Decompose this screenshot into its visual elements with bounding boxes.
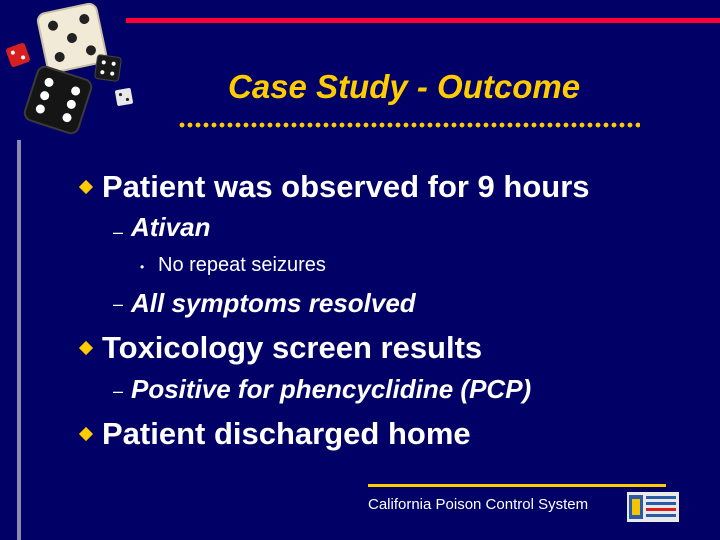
bullet-level2-pcp: Positive for phencyclidine (PCP) — [131, 374, 532, 404]
dash-marker-icon: – — [113, 294, 124, 314]
tiny-white-die — [115, 88, 134, 107]
footer-organization: California Poison Control System — [368, 496, 589, 513]
bullet-level1-observed: Patient was observed for 9 hours — [102, 169, 590, 204]
bullet-level1-discharged: Patient discharged home — [102, 416, 471, 451]
dash-marker-icon: – — [113, 222, 124, 242]
small-black-die — [94, 54, 121, 81]
footer-rule — [368, 484, 666, 487]
bullet-level2-resolved: All symptoms resolved — [131, 288, 416, 318]
bullet-level2-ativan: Ativan — [131, 212, 211, 242]
red-die — [5, 42, 31, 68]
dice-illustration — [0, 0, 150, 160]
cpcs-logo-icon — [627, 492, 679, 522]
title-dotted-rule — [178, 118, 640, 132]
bullet-level1-toxicology: Toxicology screen results — [102, 330, 483, 365]
bullet-level3-no-seizures: No repeat seizures — [158, 254, 326, 276]
dash-marker-icon: – — [113, 381, 124, 401]
black-die — [23, 65, 94, 136]
top-accent-rule — [126, 18, 720, 23]
bullet-diamond-icon — [79, 427, 93, 441]
bullet-diamond-icon — [79, 180, 93, 194]
bullet-diamond-icon — [79, 341, 93, 355]
dot-marker-icon: • — [140, 260, 145, 274]
slide-title: Case Study - Outcome — [228, 68, 581, 105]
left-accent-rule — [17, 140, 21, 540]
